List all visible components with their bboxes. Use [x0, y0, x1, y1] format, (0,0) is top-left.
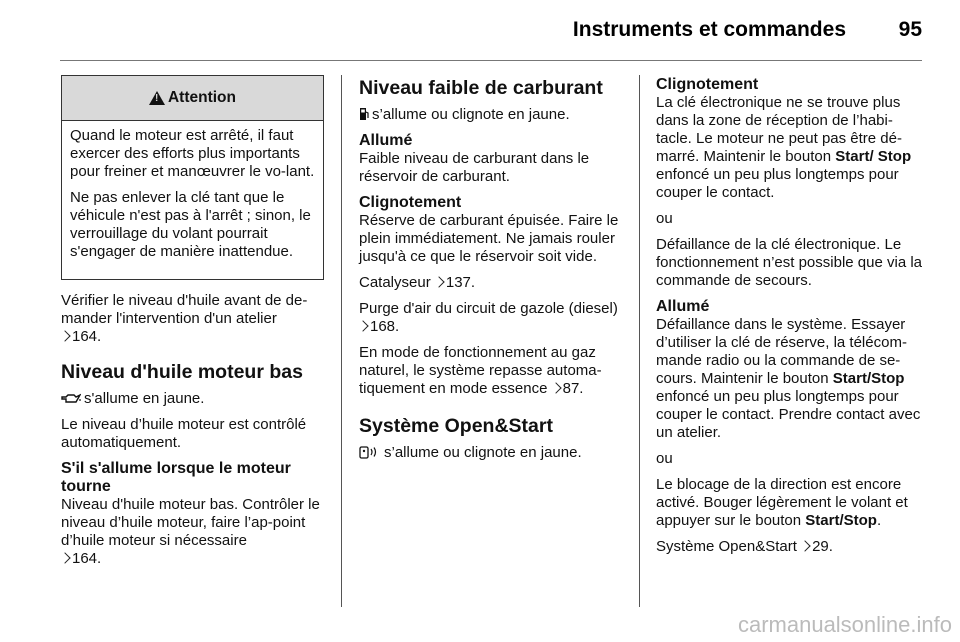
column-divider-2 — [639, 75, 640, 607]
warning-icon — [149, 91, 165, 105]
start-stop-label: Start/Stop — [832, 370, 905, 387]
purge-ref[interactable]: 168. — [370, 318, 400, 335]
key-flash-paragraph: La clé électronique ne se trouve plus dans la zone de réception de l’habi-tacle. Le moteur ne peut pas être dé-marré. Maintenir le bouton Start/ Stop enfoncé un peu plus longtemps pour couper le contact. — [656, 94, 912, 201]
cross-reference-icon — [550, 382, 561, 393]
oil-can-icon — [61, 393, 81, 405]
verify-oil-paragraph: Vérifier le niveau d'huile avant de de-mander l'intervention d'un atelier 164. — [61, 292, 308, 345]
header-rule — [60, 60, 922, 61]
if-on-ref[interactable]: 164. — [72, 550, 102, 567]
page-number: 95 — [898, 18, 922, 41]
open-start-ref-paragraph: Système Open&Start 29. — [656, 538, 833, 555]
heading-oil-level: Niveau d'huile moteur bas — [61, 361, 303, 383]
cross-reference-icon — [799, 540, 810, 551]
fuel-icon-paragraph: s’allume ou clignote en jaune. — [359, 106, 625, 124]
heading-open-start: Système Open&Start — [359, 415, 553, 437]
open-start-ref[interactable]: 29. — [812, 538, 833, 555]
heading-on: Allumé — [656, 298, 710, 315]
column-2 — [359, 76, 625, 470]
catalyst-ref[interactable]: 137. — [445, 274, 476, 291]
or-text: ou — [656, 450, 673, 467]
steering-lock-paragraph: Le blocage de la direction est encore activé. Bouger légèrement le volant et appuyer sur le bouton Start/Stop. — [656, 476, 908, 529]
heading-on: Allumé — [359, 132, 413, 149]
column-divider-1 — [341, 75, 342, 607]
watermark: carmanualsonline.info — [737, 612, 952, 637]
heading-if-on: S'il s'allume lorsque le moteur tourne — [61, 460, 291, 495]
oil-icon-paragraph: s'allume en jaune. — [61, 390, 327, 408]
header-title: Instruments et commandes — [572, 18, 846, 41]
key-icon-paragraph: s’allume ou clignote en jaune. — [359, 444, 625, 462]
cross-reference-icon — [59, 330, 70, 341]
start-stop-label: Start/Stop — [805, 512, 877, 529]
gas-mode-paragraph: En mode de fonctionnement au gaz naturel, le système repasse automa-tiquement en mode essence 87. — [359, 344, 602, 397]
heading-fuel-level: Niveau faible de carburant — [359, 77, 603, 99]
if-on-paragraph: Niveau d'huile moteur bas. Contrôler le niveau d’huile moteur, faire l’ap-point d’huile moteur si nécessaire 164. — [61, 496, 320, 567]
fuel-flash-paragraph: Réserve de carburant épuisée. Faire le plein immédiatement. Ne jamais rouler jusqu'à ce que le réservoir soit vide. — [359, 212, 619, 265]
page-header — [60, 12, 922, 48]
heading-flash: Clignotement — [656, 76, 759, 93]
or-text: ou — [656, 210, 673, 227]
attention-box — [61, 75, 324, 280]
cross-reference-icon — [433, 276, 444, 287]
attention-text-1: Quand le moteur est arrêté, il faut exercer des efforts plus importants pour freiner et manœuvrer le vo-lant. — [70, 127, 315, 180]
heading-flash: Clignotement — [359, 194, 462, 211]
cross-reference-icon — [357, 320, 368, 331]
attention-body — [62, 121, 323, 261]
fuel-pump-icon — [359, 107, 369, 121]
attention-text-2: Ne pas enlever la clé tant que le véhicule n'est pas à l'arrêt ; sinon, le verrouillage du volant pourrait s'engager de manière inattendue. — [70, 189, 311, 260]
key-fail-paragraph: Défaillance de la clé électronique. Le fonctionnement n’est possible que via la commande de secours. — [656, 236, 923, 289]
start-stop-label: Start/ Stop — [835, 148, 912, 165]
electronic-key-icon — [359, 445, 381, 459]
purge-paragraph: Purge d'air du circuit de gazole (diesel) 168. — [359, 300, 618, 335]
column-1 — [61, 292, 327, 576]
system-fail-paragraph: Défaillance dans le système. Essayer d’utiliser la clé de réserve, la télécom-mande radio ou la commande de se-cours. Maintenir le bouton Start/Stop enfoncé un peu plus longtemps pour couper le contact. Prendre contact avec un atelier. — [656, 316, 921, 441]
attention-header — [62, 76, 323, 121]
gas-mode-ref[interactable]: 87. — [562, 380, 584, 397]
catalyst-paragraph: Catalyseur 137. — [359, 274, 476, 291]
attention-title: Attention — [167, 89, 236, 106]
column-3 — [656, 76, 924, 564]
cross-reference-icon — [59, 552, 70, 563]
oil-level-paragraph: Le niveau d’huile moteur est contrôlé automatiquement. — [61, 416, 307, 451]
fuel-on-paragraph: Faible niveau de carburant dans le réservoir de carburant. — [359, 150, 590, 185]
verify-oil-ref[interactable]: 164. — [72, 328, 102, 345]
